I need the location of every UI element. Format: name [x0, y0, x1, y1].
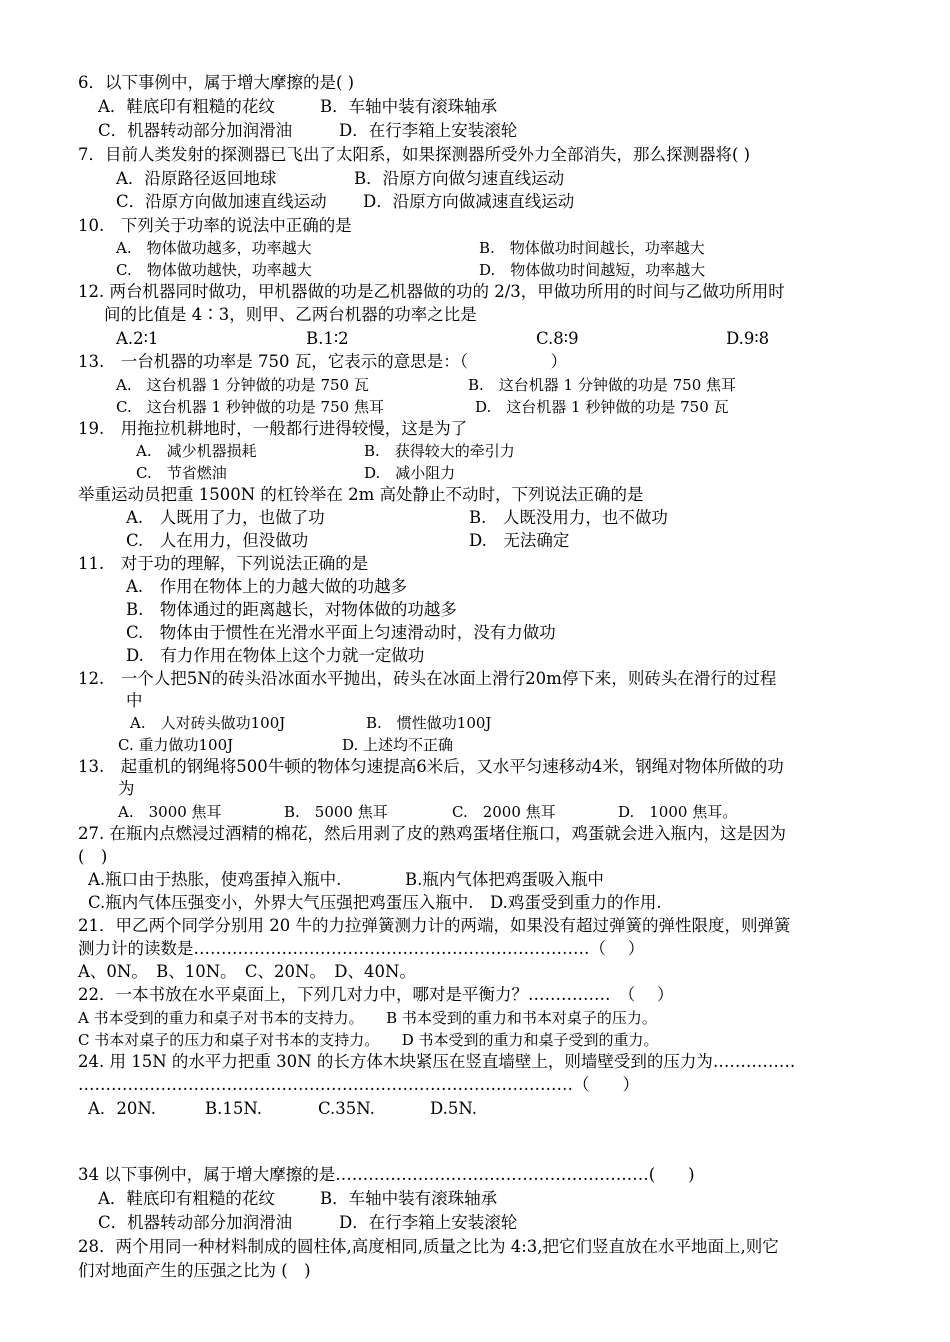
q12a-option-c: C.8∶9 [536, 329, 579, 348]
q10-option-a: A. 物体做功越多，功率越大 [116, 239, 312, 257]
q10-stem: 10. 下列关于功率的说法中正确的是 [78, 216, 352, 235]
q12b-stem-line2: 中 [126, 691, 143, 710]
q10-option-c: C. 物体做功越快，功率越大 [116, 261, 312, 279]
q11-option-c: C. 物体由于惯性在光滑水平面上匀速滑动时，没有力做功 [126, 623, 556, 642]
q19-option-b: B. 获得较大的牵引力 [364, 442, 515, 460]
q24-stem-line2: ………………………………………………………………………………（ ） [78, 1075, 639, 1094]
q24-option-d: D.5N. [430, 1099, 478, 1118]
q21-options: A、0N。 B、10N。 C、20N。 D、40N。 [78, 962, 416, 981]
q11-stem: 11. 对于功的理解，下列说法正确的是 [78, 554, 369, 573]
q6-option-c: C．机器转动部分加润滑油 [98, 121, 293, 140]
q13b-option-a: A. 3000 焦耳 [118, 803, 222, 821]
q22-stem: 22．一本书放在水平桌面上，下列几对力中，哪对是平衡力？…………… （ ） [78, 985, 674, 1004]
q22-options-ab: A 书本受到的重力和桌子对书本的支持力。 B 书本受到的重力和书本对桌子的压力。 [78, 1009, 657, 1027]
q34-option-a: A．鞋底印有粗糙的花纹 [98, 1189, 275, 1208]
q7-option-a: A．沿原路径返回地球 [116, 169, 277, 188]
q10-option-b: B. 物体做功时间越长，功率越大 [479, 239, 705, 257]
q12b-stem-line1: 12. 一个人把5N的砖头沿冰面水平抛出，砖头在冰面上滑行20m停下来，则砖头在滑行的过程 [78, 669, 777, 688]
q19-stem: 19. 用拖拉机耕地时，一般都行进得较慢，这是为了 [78, 419, 468, 438]
qlift-option-c: C. 人在用力，但没做功 [126, 531, 309, 550]
q24-option-a: A．20N. [88, 1099, 157, 1118]
qlift-option-d: D. 无法确定 [469, 531, 570, 550]
q13b-option-c: C. 2000 焦耳 [452, 803, 556, 821]
q13b-stem-line1: 13. 起重机的钢绳将500牛顿的物体匀速提高6米后，又水平匀速移动4米，钢绳对物体所做的功 [78, 757, 784, 776]
q27-option-a: A.瓶口由于热胀，使鸡蛋掉入瓶中. [88, 870, 342, 889]
q24-stem-line1: 24. 用 15N 的水平力把重 30N 的长方体木块紧压在竖直墙壁上，则墙壁受到的压力为…………… [78, 1052, 796, 1071]
q7-stem: 7．目前人类发射的探测器已飞出了太阳系，如果探测器所受外力全部消失，那么探测器将( ) [78, 145, 751, 164]
q21-stem-line1: 21．甲乙两个同学分别用 20 牛的力拉弹簧测力计的两端，如果没有超过弹簧的弹性限度，则弹簧 [78, 916, 791, 935]
q6-stem: 6．以下事例中，属于增大摩擦的是( ) [78, 73, 355, 92]
q27-stem-line1: 27. 在瓶内点燃浸过酒精的棉花，然后用剥了皮的熟鸡蛋堵住瓶口，鸡蛋就会进入瓶内，这是因为 [78, 824, 786, 843]
q7-option-c: C．沿原方向做加速直线运动 [116, 192, 327, 211]
q27-stem-line2: ( ) [78, 847, 108, 866]
q19-option-c: C. 节省燃油 [136, 464, 227, 482]
q6-option-d: D．在行李箱上安装滚轮 [339, 121, 518, 140]
q12a-option-a: A.2∶1 [116, 329, 159, 348]
q12b-option-b: B. 惯性做功100J [366, 714, 492, 732]
q7-option-b: B．沿原方向做匀速直线运动 [354, 169, 565, 188]
q27-option-b: B.瓶内气体把鸡蛋吸入瓶中 [405, 870, 604, 889]
q12b-option-a: A. 人对砖头做功100J [130, 714, 286, 732]
q19-option-a: A. 减少机器损耗 [136, 442, 257, 460]
q13a-option-a: A. 这台机器 1 分钟做的功是 750 瓦 [116, 376, 369, 394]
q12a-option-b: B.1∶2 [306, 329, 349, 348]
q12a-option-d: D.9∶8 [726, 329, 770, 348]
qlift-option-a: A. 人既用了力，也做了功 [126, 508, 325, 527]
q28-stem-line1: 28．两个用同一种材料制成的圆柱体,高度相同,质量之比为 4:3,把它们竖直放在水平地面上,则它 [78, 1237, 779, 1256]
q22-options-cd: C 书本对桌子的压力和桌子对书本的支持力。 D 书本受到的重力和桌子受到的重力。 [78, 1031, 659, 1049]
q13a-stem: 13. 一台机器的功率是 750 瓦，它表示的意思是：（ ） [78, 352, 567, 371]
q10-option-d: D. 物体做功时间越短，功率越大 [479, 261, 706, 279]
q24-option-c: C.35N. [318, 1099, 375, 1118]
q21-stem-line2: 测力计的读数是………………………………………………………………（ ） [78, 939, 645, 958]
q34-stem: 34 以下事例中，属于增大摩擦的是…………………………………………………( ) [78, 1165, 695, 1184]
q11-option-d: D. 有力作用在物体上这个力就一定做功 [126, 646, 425, 665]
q28-stem-line2: 们对地面产生的压强之比为 ( ) [78, 1261, 311, 1280]
q7-option-d: D．沿原方向做减速直线运动 [363, 192, 575, 211]
q34-option-d: D．在行李箱上安装滚轮 [339, 1213, 518, 1232]
q24-option-b: B.15N. [205, 1099, 262, 1118]
q19-option-d: D. 减小阻力 [364, 464, 456, 482]
q12a-stem-line1: 12. 两台机器同时做功，甲机器做的功是乙机器做的功的 2/3，甲做功所用的时间与乙做功所用时 [78, 282, 785, 301]
q13a-option-d: D. 这台机器 1 秒钟做的功是 750 瓦 [475, 398, 729, 416]
qlift-option-b: B. 人既没用力，也不做功 [469, 508, 668, 527]
q11-option-b: B. 物体通过的距离越长，对物体做的功越多 [126, 600, 457, 619]
q13b-option-d: D. 1000 焦耳。 [618, 803, 738, 821]
qlift-stem: 举重运动员把重 1500N 的杠铃举在 2m 高处静止不动时，下列说法正确的是 [78, 485, 644, 504]
q12b-option-c: C. 重力做功100J [118, 736, 234, 754]
q34-option-b: B．车轴中装有滚珠轴承 [320, 1189, 498, 1208]
q6-option-b: B．车轴中装有滚珠轴承 [320, 97, 498, 116]
q13b-option-b: B. 5000 焦耳 [284, 803, 388, 821]
q34-option-c: C．机器转动部分加润滑油 [98, 1213, 293, 1232]
q13a-option-c: C. 这台机器 1 秒钟做的功是 750 焦耳 [116, 398, 384, 416]
q27-option-cd: C.瓶内气体压强变小，外界大气压强把鸡蛋压入瓶中. D.鸡蛋受到重力的作用. [88, 893, 662, 912]
q13a-option-b: B. 这台机器 1 分钟做的功是 750 焦耳 [468, 376, 737, 394]
q13b-stem-line2: 为 [118, 779, 135, 798]
q12b-option-d: D. 上述均不正确 [342, 736, 454, 754]
q6-option-a: A．鞋底印有粗糙的花纹 [98, 97, 275, 116]
q12a-stem-line2: 间的比值是 4∶3，则甲、乙两台机器的功率之比是 [104, 305, 477, 324]
q11-option-a: A. 作用在物体上的力越大做的功越多 [126, 577, 408, 596]
